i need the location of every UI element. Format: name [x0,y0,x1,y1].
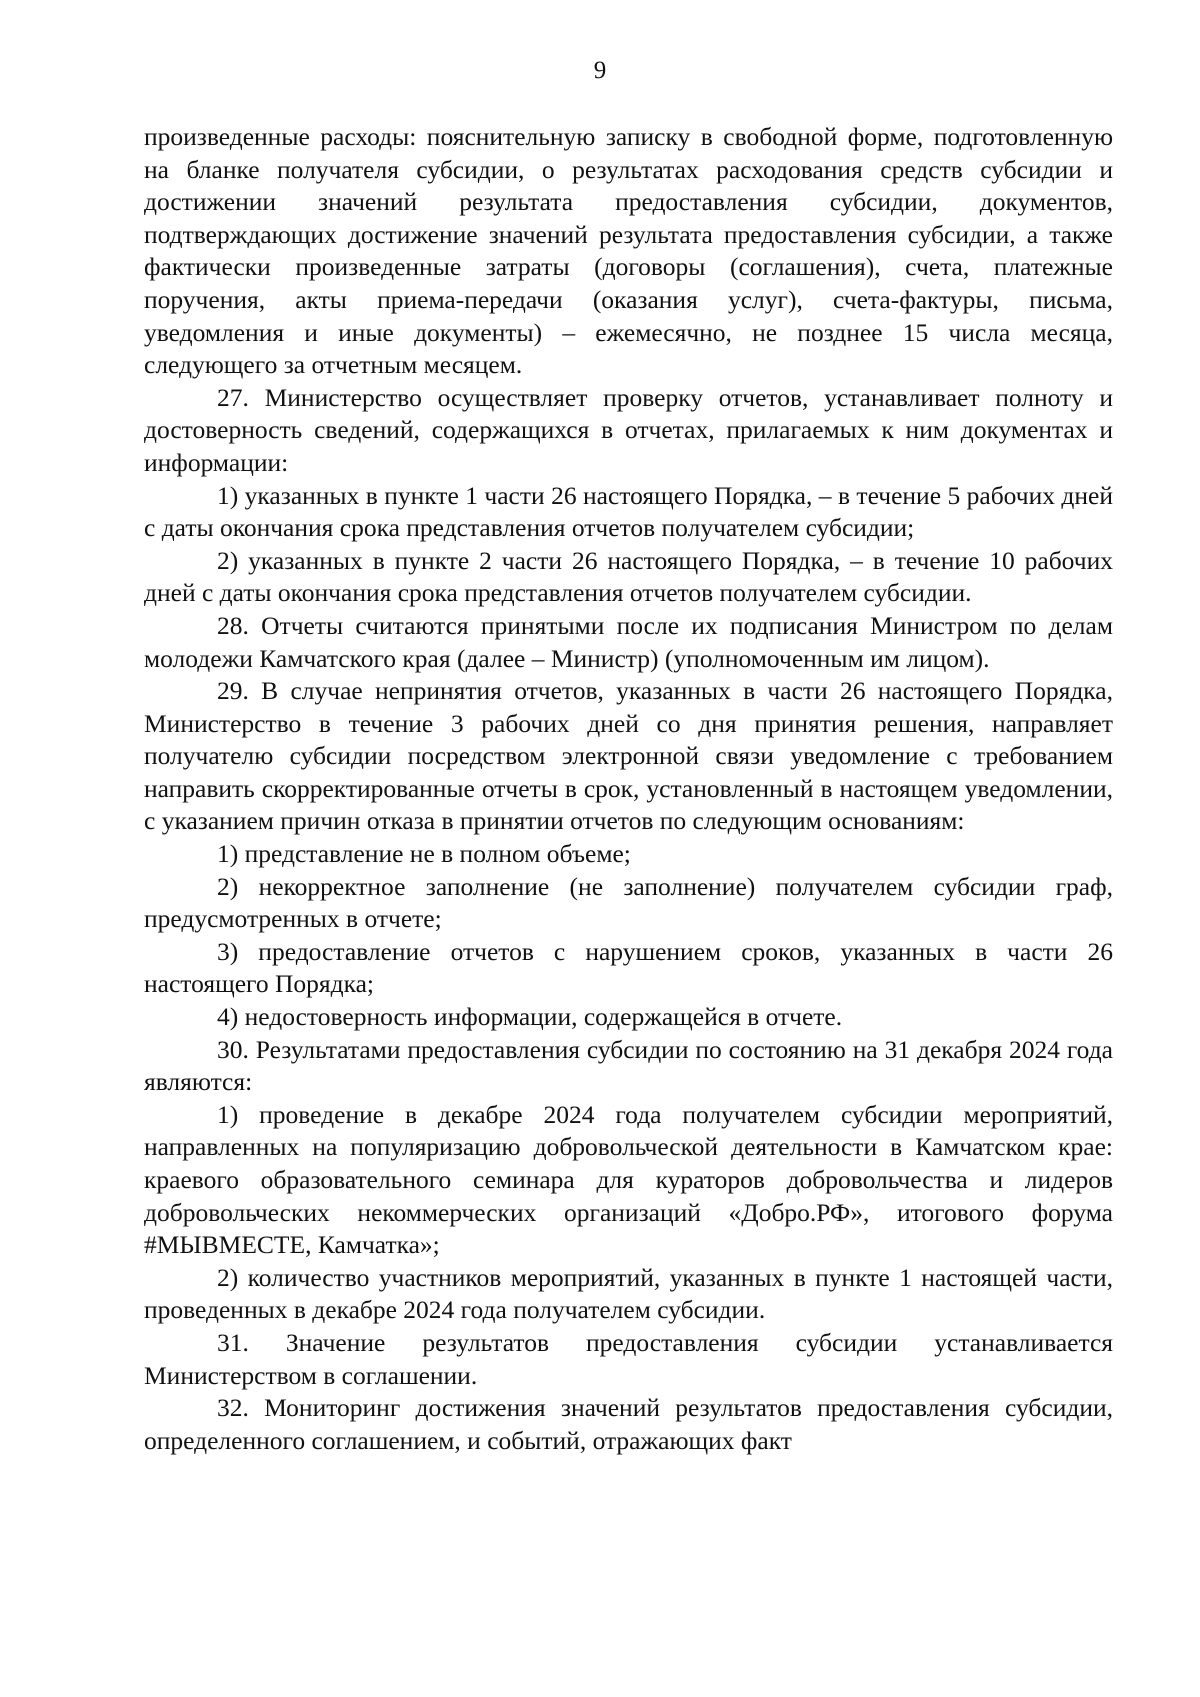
clause-30-item-2: 2) количество участников мероприятий, указанных в пункте 1 настоящей части, проведенных в декабре 2024 года получателем субсидии. [144,1262,1113,1325]
clause-29-item-4: 4) недостоверность информации, содержащейся в отчете. [217,1002,843,1032]
clause-30-item-1: 1) проведение в декабре 2024 года получателем субсидии мероприятий, направленных на популяризацию добровольческой деятельности в Камчатском крае: краевого образовательного семинара для кураторов добровольчества и лидеров добровольческих некоммерческих организаций «Добро.РФ», итогового форума #МЫВМЕСТЕ, Камчатка»; [144,1099,1113,1260]
clause-29-item-2: 2) некорректное заполнение (не заполнение) получателем субсидии граф, предусмотренных в отчете; [144,871,1113,934]
clause-28: 28. Отчеты считаются принятыми после их подписания Министром по делам молодежи Камчатского края (далее – Министр) (уполномоченным им лицом). [144,610,1113,673]
paragraph-continuation: произведенные расходы: пояснительную записку в свободной форме, подготовленную на бланке получателя субсидии, о результатах расходования средств субсидии и достижении значений результата предоставления субсидии, документов, подтверждающих достижение значений результата предоставления субсидии, а также фактически произведенные затраты (договоры (соглашения), счета, платежные поручения, акты приема-передачи (оказания услуг), счета-фактуры, письма, уведомления и иные документы) – ежемесячно, не позднее 15 числа месяца, следующего за отчетным месяцем. [144,122,1113,380]
clause-29: 29. В случае непринятия отчетов, указанных в части 26 настоящего Порядка, Министерство в течение 3 рабочих дней со дня принятия решения, направляет получателю субсидии посредством электронной связи уведомление с требованием направить скорректированные отчеты в срок, установленный в настоящем уведомлении, с указанием причин отказа в принятии отчетов по следующим основаниям: [144,676,1113,836]
clause-27-item-1: 1) указанных в пункте 1 части 26 настоящего Порядка, – в течение 5 рабочих дней с даты окончания срока представления отчетов получателем субсидии; [144,480,1113,543]
page-number: 9 [593,57,607,84]
clause-27-item-2: 2) указанных в пункте 2 части 26 настоящего Порядка, – в течение 10 рабочих дней с даты окончания срока представления отчетов получателем субсидии. [144,545,1113,608]
clause-29-item-1: 1) представление не в полном объеме; [217,839,631,869]
clause-27: 27. Министерство осуществляет проверку отчетов, устанавливает полноту и достоверность сведений, содержащихся в отчетах, прилагаемых к ним документах и информации: [144,382,1113,477]
clause-29-item-3: 3) предоставление отчетов с нарушением сроков, указанных в части 26 настоящего Порядка; [144,936,1113,999]
clause-30: 30. Результатами предоставления субсидии по состоянию на 31 декабря 2024 года являются: [144,1034,1113,1097]
document-body [144,121,1113,1457]
clause-32: 32. Мониторинг достижения значений результатов предоставления субсидии, определенного соглашением, и событий, отражающих факт [144,1393,1113,1455]
clause-31: 31. Значение результатов предоставления субсидии устанавливается Министерством в соглашении. [144,1327,1113,1390]
